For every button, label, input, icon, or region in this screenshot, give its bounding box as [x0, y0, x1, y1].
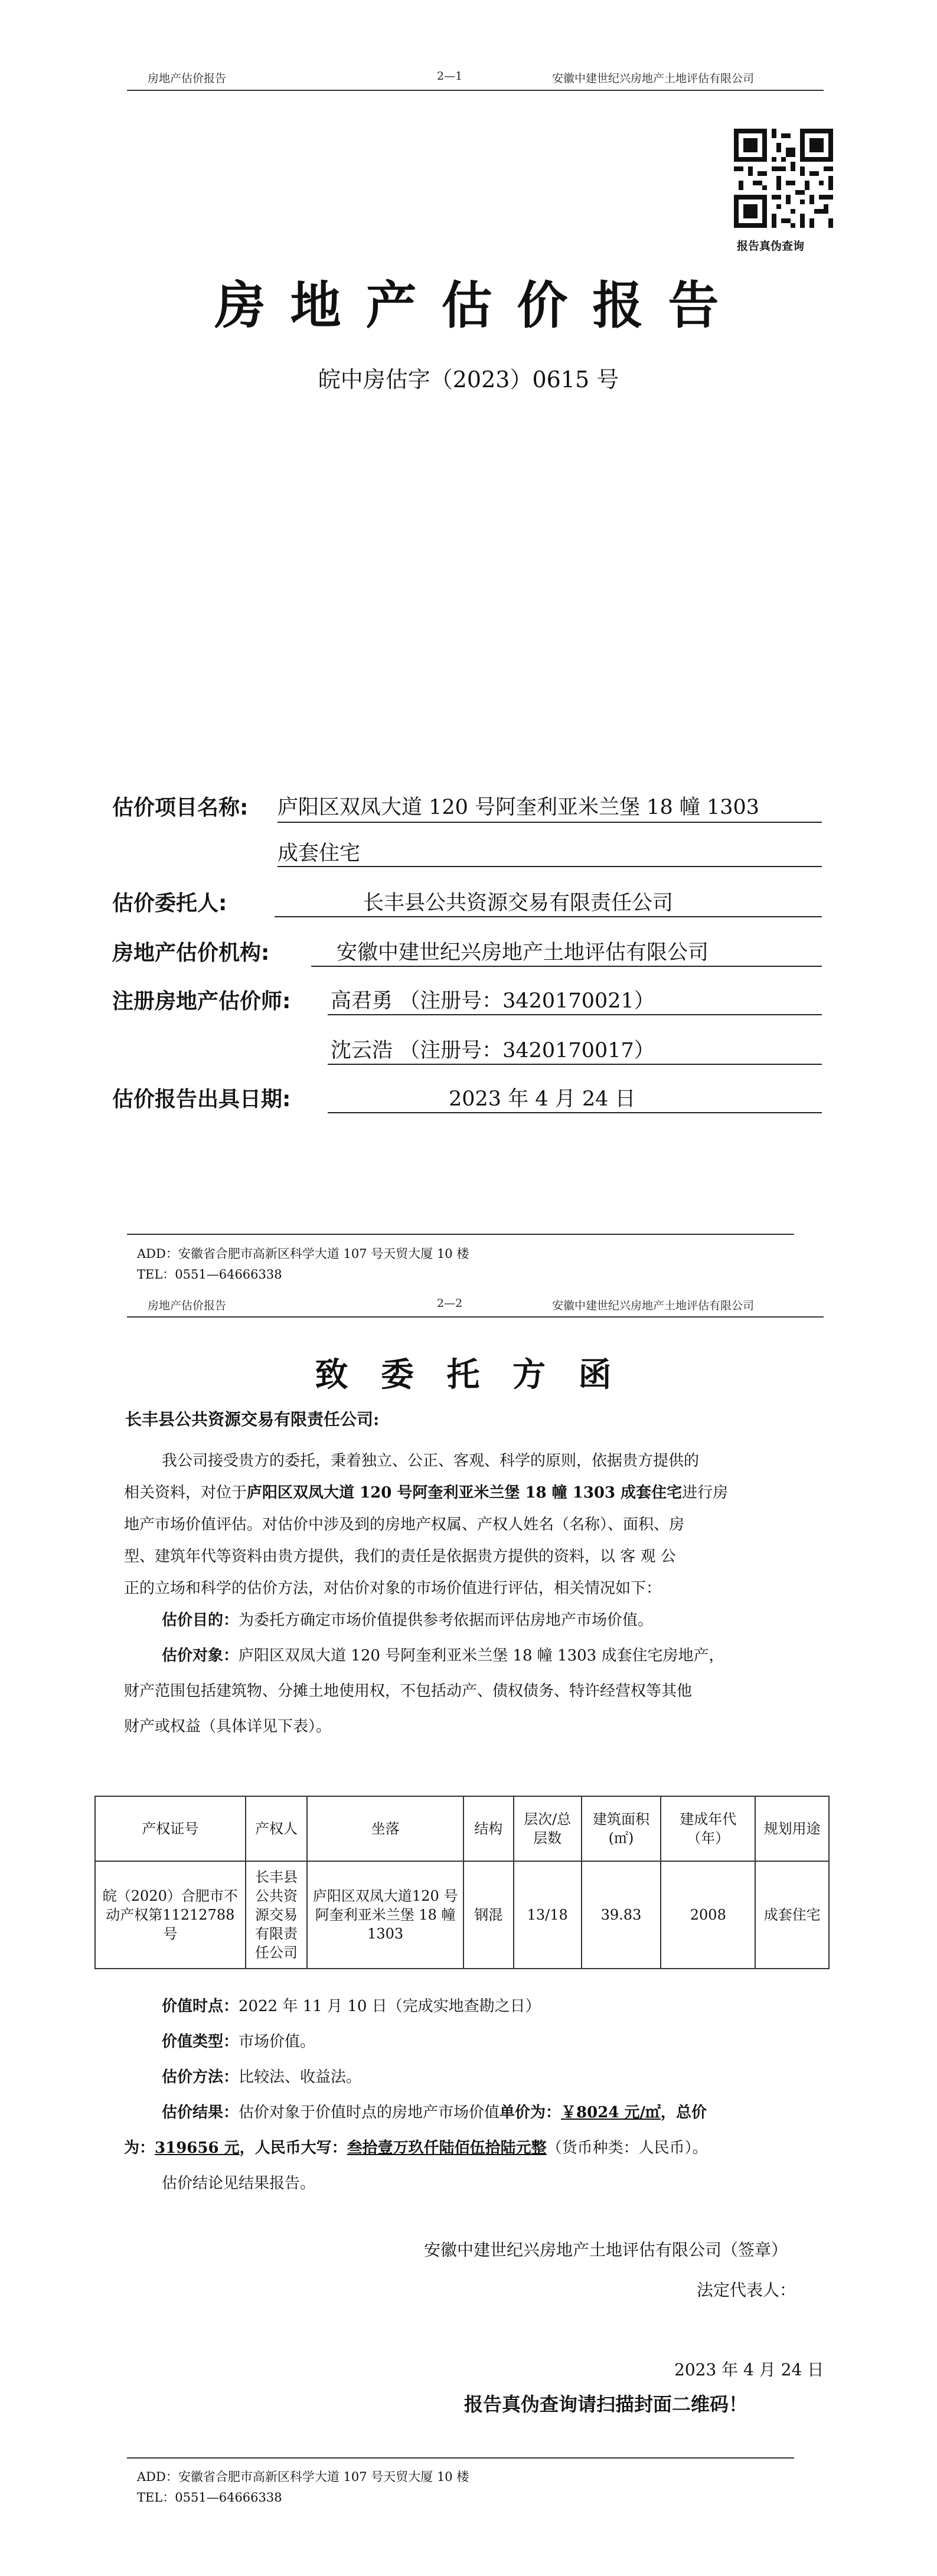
col-structure: 结构 [463, 1796, 514, 1861]
appraiser-underline-1 [328, 1014, 822, 1015]
col-use: 规划用途 [755, 1796, 829, 1861]
client-underline [275, 916, 822, 917]
agency-value: 安徽中建世纪兴房地产土地评估有限公司 [337, 941, 709, 965]
object-line-3: 财产或权益（具体详见下表）。 [124, 1718, 332, 1735]
project-underline-1 [277, 822, 822, 823]
cell-structure: 钢混 [463, 1861, 514, 1969]
header-right: 安徽中建世纪兴房地产土地评估有限公司 [552, 72, 755, 85]
report-date-underline [328, 1112, 822, 1113]
header-left-p2: 房地产估价报告 [148, 1299, 227, 1312]
value-type-line: 价值类型：市场价值。 [162, 2033, 316, 2051]
qr-caption: 报告真伪查询 [737, 240, 805, 253]
intro-line-2: 相关资料，对位于庐阳区双凤大道 120 号阿奎利亚米兰堡 18 幢 1303 成套住宅进行房 [124, 1484, 729, 1502]
appraiser-underline-2 [328, 1064, 822, 1065]
result-line-1: 估价结果：估价对象于价值时点的房地产市场价值单价为：￥8024 元/㎡，总价 [162, 2104, 707, 2121]
header-right-p2: 安徽中建世纪兴房地产土地评估有限公司 [552, 1299, 755, 1312]
verify-note: 报告真伪查询请扫描封面二维码！ [464, 2393, 748, 2415]
unit-price: ￥8024 元/㎡ [561, 2104, 661, 2121]
company-signature: 安徽中建世纪兴房地产土地评估有限公司（签章） [424, 2240, 788, 2260]
col-floor: 层次/总层数 [514, 1796, 582, 1861]
appraised-property: 庐阳区双凤大道 120 号阿奎利亚米兰堡 18 幢 1303 成套住宅 [247, 1484, 683, 1502]
cell-year: 2008 [661, 1861, 755, 1969]
col-area: 建筑面积(㎡) [582, 1796, 661, 1861]
cell-location: 庐阳区双凤大道120 号阿奎利亚米兰堡 18 幢 1303 [307, 1861, 463, 1969]
qr-code-icon [734, 129, 833, 228]
project-name-line1: 庐阳区双凤大道 120 号阿奎利亚米兰堡 18 幢 1303 [277, 796, 760, 819]
col-location: 坐落 [307, 1796, 463, 1861]
method-line: 估价方法：比较法、收益法。 [162, 2068, 362, 2086]
col-cert-no: 产权证号 [95, 1796, 246, 1861]
intro-line-5: 正的立场和科学的估价方法，对估价对象的市场价值进行评估，相关情况如下： [124, 1580, 662, 1597]
table-header-row [95, 1796, 829, 1861]
col-year: 建成年代（年） [661, 1796, 755, 1861]
agency-label: 房地产估价机构: [112, 941, 270, 965]
letter-addressee: 长丰县公共资源交易有限责任公司: [125, 1410, 380, 1429]
client-value: 长丰县公共资源交易有限责任公司 [363, 891, 674, 915]
footer-rule-p2 [127, 2457, 794, 2459]
footer-address-p2: ADD：安徽省合肥市高新区科学大道 107 号天贸大厦 10 楼 [137, 2470, 469, 2484]
report-title: 房 地 产 估 价 报 告 [214, 276, 723, 335]
object-line-1: 估价对象：庐阳区双凤大道 120 号阿奎利亚米兰堡 18 幢 1303 成套住宅房地产， [162, 1647, 724, 1665]
report-number: 皖中房估字（2023）0615 号 [318, 367, 619, 393]
header-left: 房地产估价报告 [148, 72, 227, 85]
agency-underline [311, 966, 822, 967]
col-owner: 产权人 [246, 1796, 308, 1861]
cell-floor: 13/18 [514, 1861, 582, 1969]
header-page-number: 2—1 [437, 70, 463, 83]
property-table [94, 1796, 830, 1969]
cell-cert-no: 皖（2020）合肥市不动产权第11212788 号 [95, 1861, 246, 1969]
intro-line-4: 型、建筑年代等资料由贵方提供，我们的责任是依据贵方提供的资料，以 客 观 公 [124, 1548, 676, 1565]
project-name-line2: 成套住宅 [277, 842, 361, 865]
intro-line-3: 地产市场价值评估。对估价中涉及到的房地产权属、产权人姓名（名称）、面积、房 [124, 1516, 685, 1534]
appraiser-1: 高君勇 （注册号：3420170021） [331, 989, 655, 1013]
cell-use: 成套住宅 [755, 1861, 829, 1969]
result-line-2: 为：319656 元，人民币大写：叁拾壹万玖仟陆佰伍拾陆元整（货币种类：人民币）。 [124, 2139, 708, 2157]
purpose-line: 估价目的：为委托方确定市场价值提供参考依据而评估房地产市场价值。 [162, 1611, 654, 1629]
header-page-number-p2: 2—2 [437, 1297, 463, 1310]
header-rule [127, 90, 824, 91]
appraiser-2: 沈云浩 （注册号：3420170017） [331, 1039, 655, 1063]
report-date-value: 2023 年 4 月 24 日 [449, 1087, 636, 1111]
footer-tel: TEL：0551—64666338 [137, 1267, 282, 1282]
cell-area: 39.83 [582, 1861, 661, 1969]
total-price: 319656 元 [155, 2139, 240, 2157]
letter-title: 致 委 托 方 函 [315, 1355, 622, 1394]
project-name-label: 估价项目名称: [112, 796, 249, 820]
conclusion-line: 估价结论见结果报告。 [162, 2175, 316, 2192]
total-price-upper: 叁拾壹万玖仟陆佰伍拾陆元整 [347, 2139, 547, 2157]
footer-address: ADD：安徽省合肥市高新区科学大道 107 号天贸大厦 10 楼 [137, 1247, 469, 1261]
legal-representative: 法定代表人： [697, 2280, 796, 2300]
footer-rule [127, 1234, 794, 1235]
header-rule-p2 [127, 1316, 824, 1318]
object-line-2: 财产范围包括建筑物、分摊土地使用权，不包括动产、债权债务、特许经营权等其他 [124, 1682, 693, 1700]
intro-line-1: 我公司接受贵方的委托，秉着独立、公正、客观、科学的原则，依据贵方提供的 [162, 1452, 700, 1470]
cell-owner: 长丰县公共资源交易有限责任公司 [246, 1861, 308, 1969]
report-date-label: 估价报告出具日期: [112, 1087, 291, 1112]
appraiser-label: 注册房地产估价师: [112, 989, 291, 1014]
project-underline-2 [277, 866, 822, 867]
table-row [95, 1861, 829, 1969]
sign-date: 2023 年 4 月 24 日 [674, 2360, 824, 2379]
value-time-line: 价值时点：2022 年 11 月 10 日（完成实地查勘之日） [162, 1998, 541, 2015]
footer-tel-p2: TEL：0551—64666338 [137, 2490, 282, 2505]
client-label: 估价委托人: [112, 891, 227, 916]
